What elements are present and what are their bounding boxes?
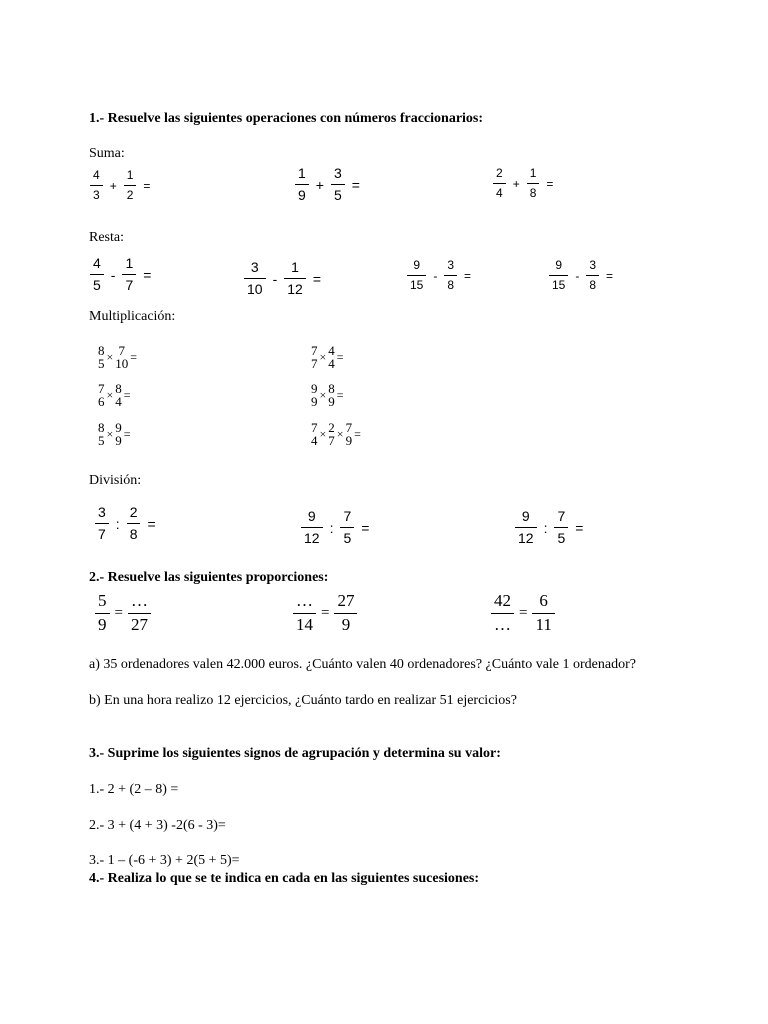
fraction: 8 9 — [328, 381, 335, 409]
equals-sign: = — [519, 604, 528, 621]
equals-sign: = — [361, 519, 370, 536]
problem-b: b) En una hora realizo 12 ejercicios, ¿Cuánto tardo en realizar 51 ejercicios? — [89, 693, 517, 708]
fraction: $\frac{4}{5}$ — [90, 256, 104, 294]
multiplicacion-exercise-2 — [310, 344, 345, 370]
suma-label: Suma: — [89, 146, 125, 161]
fraction: 9 9 — [115, 420, 122, 448]
fraction: $\frac{2}{8}$ — [127, 505, 141, 543]
proportion-2 — [293, 592, 357, 634]
operator: - — [110, 266, 116, 283]
operator: : — [329, 519, 334, 536]
fraction: $\frac{3}{5}$ — [331, 166, 345, 204]
multiplicacion-exercise-3 — [97, 382, 132, 408]
equals-sign: = — [546, 176, 554, 191]
fraction: $\frac{\dots}{27}$ — [128, 592, 151, 634]
fraction: $\frac{3}{8}$ — [444, 259, 457, 292]
suma-exercise-2 — [295, 166, 367, 204]
equals-sign: = — [130, 349, 138, 364]
fraction: 2 7 — [328, 420, 335, 448]
resta-exercise-1 — [90, 256, 158, 294]
multiplicacion-exercise-6 — [310, 421, 362, 447]
fraction: 8 5 — [98, 343, 105, 371]
multiplicacion-exercise-5 — [97, 421, 132, 447]
equals-sign: = — [143, 178, 151, 193]
equals-sign: = — [312, 270, 322, 287]
fraction: $\frac{6}{11}$ — [532, 592, 554, 634]
operator: - — [575, 268, 580, 283]
fraction: $\frac{3}{7}$ — [95, 505, 109, 543]
fraction: $\frac{1}{7}$ — [122, 256, 136, 294]
division-exercise-2 — [301, 509, 376, 547]
fraction: $\frac{9}{12}$ — [515, 509, 537, 547]
resta-exercise-2 — [244, 260, 328, 298]
multiplicacion-label: Multiplicación: — [89, 309, 176, 324]
fraction: $\frac{42}{\dots}$ — [491, 592, 514, 634]
fraction: 7 7 — [311, 343, 318, 371]
fraction: 4 4 — [328, 343, 335, 371]
operator: × — [106, 387, 114, 402]
operator: × — [336, 426, 344, 441]
fraction: $\frac{9}{15}$ — [549, 259, 568, 292]
section-2-title: 2.- Resuelve las siguientes proporciones: — [89, 570, 329, 585]
equals-sign: = — [114, 604, 123, 621]
resta-exercise-3 — [407, 259, 478, 292]
fraction: $\frac{2}{4}$ — [493, 167, 506, 200]
operator: : — [543, 519, 548, 536]
section-3-title: 3.- Suprime los siguientes signos de agrupación y determina su valor: — [89, 746, 501, 761]
fraction: $\frac{\dots}{14}$ — [293, 592, 316, 634]
proportion-1 — [95, 592, 151, 634]
equals-sign: = — [336, 387, 344, 402]
equals-sign: = — [123, 387, 131, 402]
equals-sign: = — [336, 349, 344, 364]
fraction: $\frac{1}{9}$ — [295, 166, 309, 204]
operator: × — [106, 349, 114, 364]
fraction: $\frac{9}{15}$ — [407, 259, 426, 292]
fraction: 9 9 — [311, 381, 318, 409]
division-exercise-3 — [515, 509, 590, 547]
equals-sign: = — [143, 266, 152, 283]
fraction: $\frac{1}{8}$ — [527, 167, 540, 200]
equals-sign: = — [321, 604, 330, 621]
equals-sign: = — [575, 519, 584, 536]
fraction: $\frac{5}{9}$ — [95, 592, 110, 634]
fraction: $\frac{1}{2}$ — [124, 169, 137, 202]
division-exercise-1 — [95, 505, 163, 543]
fraction: 7 9 — [345, 420, 353, 448]
resta-label: Resta: — [89, 230, 124, 245]
resta-exercise-4 — [549, 259, 620, 292]
fraction: $\frac{4}{3}$ — [90, 169, 103, 202]
multiplicacion-exercise-1 — [97, 344, 138, 370]
fraction: $\frac{3}{8}$ — [586, 259, 599, 292]
operator: - — [272, 270, 278, 287]
multiplicacion-exercise-4 — [310, 382, 345, 408]
fraction: 7 10 — [115, 343, 129, 371]
operator: : — [115, 515, 120, 532]
operator: + — [109, 178, 117, 193]
equals-sign: = — [351, 176, 360, 193]
fraction: $\frac{3}{10}$ — [244, 260, 266, 298]
suma-exercise-3 — [493, 167, 560, 200]
equals-sign: = — [354, 426, 361, 441]
operator: + — [315, 176, 324, 193]
grouping-exercise-2: 2.- 3 + (4 + 3) -2(6 - 3)= — [89, 818, 226, 833]
fraction: 7 4 — [311, 420, 318, 448]
equals-sign: = — [147, 515, 156, 532]
operator: × — [319, 387, 327, 402]
section-4-title: 4.- Realiza lo que se te indica en cada en las siguientes sucesiones: — [89, 871, 480, 886]
fraction: 8 4 — [115, 381, 122, 409]
fraction: 8 5 — [98, 420, 105, 448]
operator: - — [433, 268, 438, 283]
equals-sign: = — [606, 268, 614, 283]
fraction: $\frac{27}{9}$ — [334, 592, 357, 634]
fraction: $\frac{7}{5}$ — [554, 509, 568, 547]
grouping-exercise-1: 1.- 2 + (2 – 8) = — [89, 782, 179, 797]
problem-a: a) 35 ordenadores valen 42.000 euros. ¿Cuánto valen 40 ordenadores? ¿Cuánto vale 1 ordenador? — [89, 657, 636, 672]
division-label: División: — [89, 473, 142, 488]
fraction: $\frac{9}{12}$ — [301, 509, 323, 547]
operator: × — [106, 426, 114, 441]
fraction: 7 6 — [98, 381, 105, 409]
proportion-3 — [491, 592, 555, 634]
suma-exercise-1 — [90, 169, 157, 202]
equals-sign: = — [464, 268, 472, 283]
section-1-title: 1.- Resuelve las siguientes operaciones con números fraccionarios: — [89, 111, 484, 126]
grouping-exercise-3: 3.- 1 – (-6 + 3) + 2(5 + 5)= — [89, 853, 240, 868]
fraction: $\frac{7}{5}$ — [340, 509, 354, 547]
fraction: $\frac{1}{12}$ — [284, 260, 306, 298]
equals-sign: = — [123, 426, 131, 441]
operator: × — [319, 349, 327, 364]
operator: × — [319, 426, 327, 441]
operator: + — [512, 176, 520, 191]
